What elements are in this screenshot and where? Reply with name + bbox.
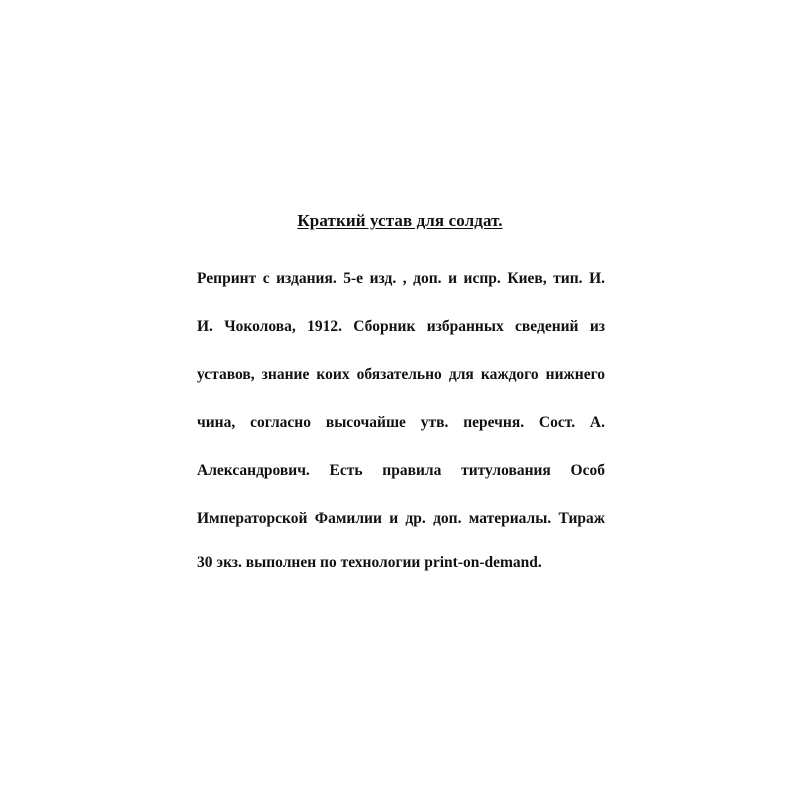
document-title: Краткий устав для солдат.: [297, 211, 503, 230]
body-line-4: чина, согласно высочайше утв. перечня. Сост. А.: [197, 414, 605, 431]
body-line-7: 30 экз. выполнен по технологии print-on-demand.: [197, 554, 542, 571]
body-line-5: Александрович. Есть правила титулования Особ: [197, 462, 605, 479]
body-line-6: Императорской Фамилии и др. доп. материалы. Тираж: [197, 510, 605, 527]
body-line-2: И. Чоколова, 1912. Сборник избранных сведений из: [197, 318, 605, 335]
body-line-3: уставов, знание коих обязательно для каждого нижнего: [197, 366, 605, 383]
body-line-1: Репринт с издания. 5-е изд. , доп. и испр. Киев, тип. И.: [197, 270, 605, 287]
